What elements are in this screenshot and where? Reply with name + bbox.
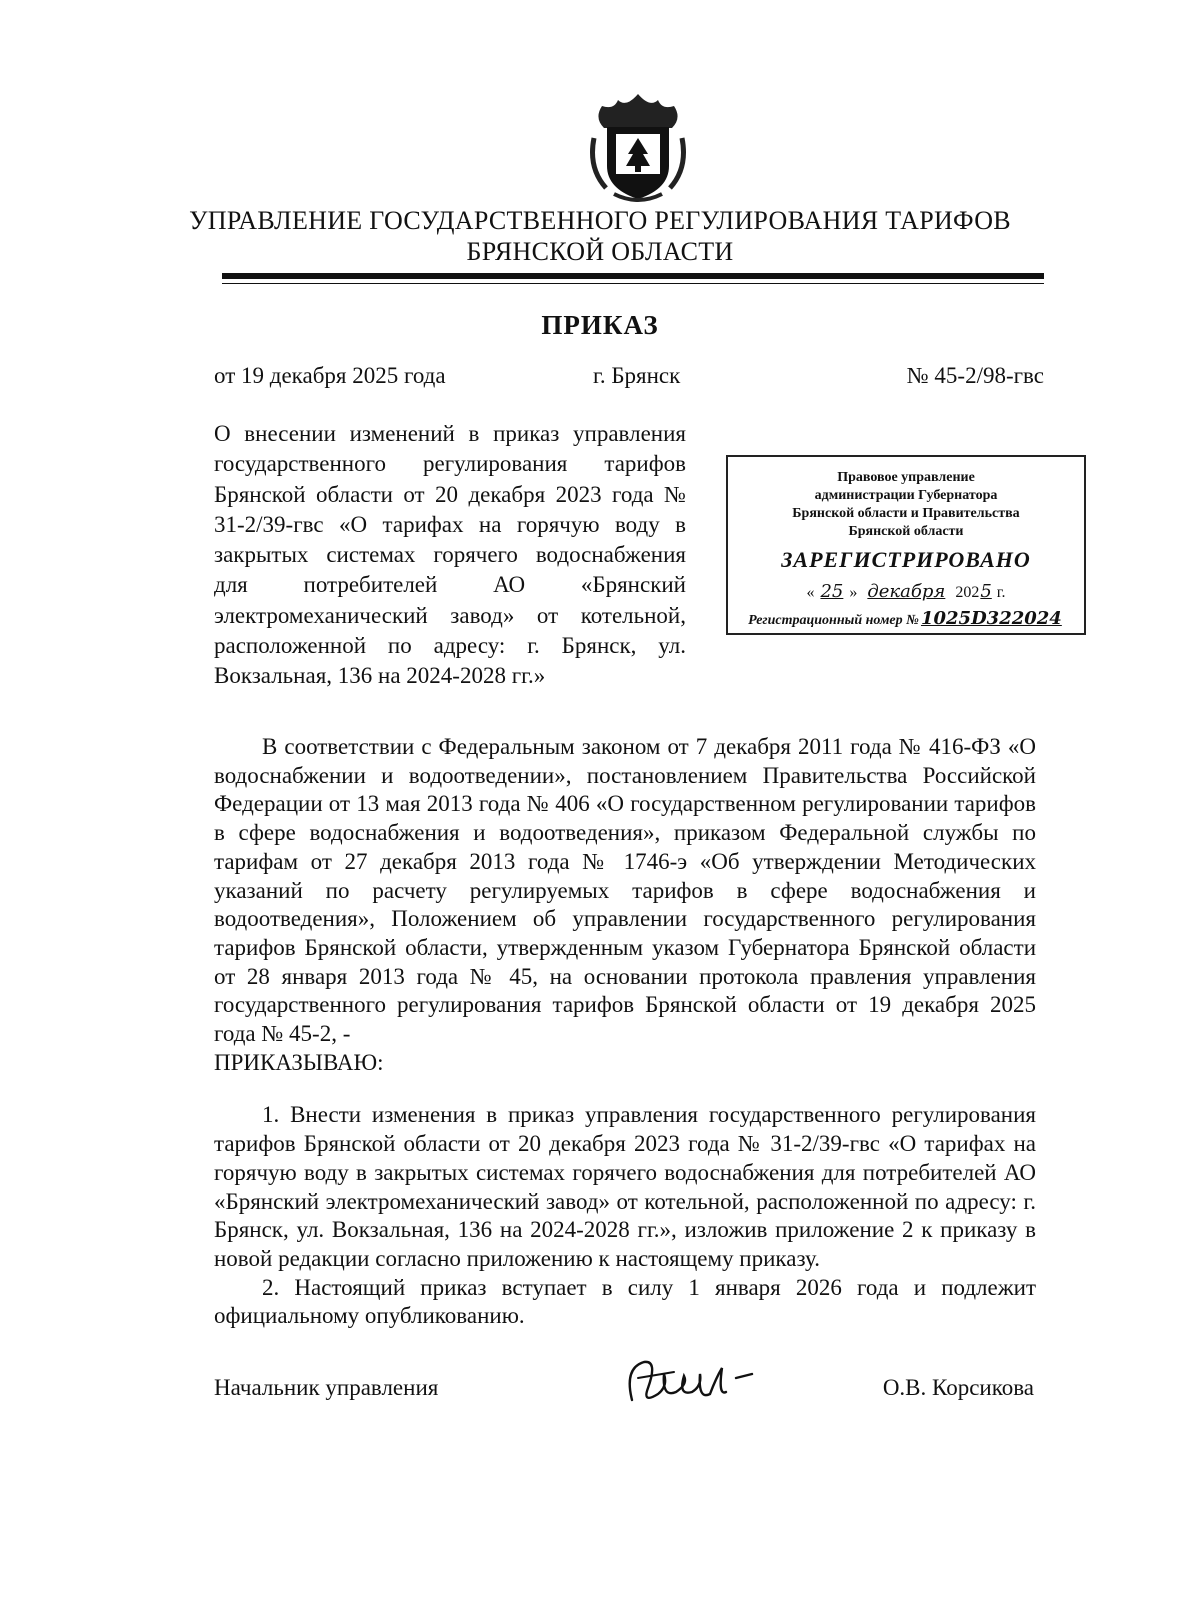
agency-name-line2: БРЯНСКОЙ ОБЛАСТИ (466, 237, 734, 266)
order-item-1: 1. Внести изменения в приказ управления государственного регулирования тарифов Брянской области от 20 декабря 2023 года № 31-2/39-гвс «О тарифах на горячую воду в закрытых системах горячего водоснабжения для потребителей АО «Брянский электромеханический завод» от котельной, расположенной по адресу: г. Брянск, ул. Вокзальная, 136 на 2024-2028 гг.», изложив приложение 2 к приказу в новой редакции согласно приложению к настоящему приказу. (214, 1102, 1036, 1271)
signer-title: Начальник управления (214, 1375, 439, 1400)
registration-stamp (726, 455, 1086, 635)
stamp-year-suffix: 5 (980, 581, 992, 602)
stamp-date: « 25 » декабря 2025 г. (806, 581, 1006, 602)
coat-of-arms-icon (584, 88, 692, 206)
stamp-regnum-value: 1025D322024 (920, 608, 1062, 629)
stamp-day: 25 (820, 581, 844, 602)
header-divider-thin (222, 283, 1044, 284)
stamp-line-1: Правовое управление (837, 470, 975, 485)
stamp-line-3: Брянской области и Правительства (792, 506, 1020, 521)
document-date: от 19 декабря 2025 года (214, 363, 446, 388)
stamp-line-2: администрации Губернатора (814, 488, 998, 503)
stamp-line-4: Брянской области (848, 524, 964, 539)
document-number: № 45-2/98-гвс (906, 363, 1044, 388)
header-divider-thick (222, 273, 1044, 279)
directive-heading: ПРИКАЗЫВАЮ: (214, 1049, 384, 1075)
document-title: ПРИКАЗ (541, 310, 659, 340)
agency-name-line1: УПРАВЛЕНИЕ ГОСУДАРСТВЕННОГО РЕГУЛИРОВАНИЯ ТАРИФОВ (189, 206, 1011, 235)
stamp-year-prefix: 202 (955, 584, 980, 601)
document-city: г. Брянск (593, 363, 681, 388)
agency-header (150, 205, 1050, 267)
order-item-2: 2. Настоящий приказ вступает в силу 1 января 2026 года и подлежит официальному опубликованию. (214, 1274, 1036, 1329)
signer-name: О.В. Корсикова (882, 1375, 1034, 1400)
stamp-month: декабря (867, 581, 946, 602)
stamp-regnum-label: Регистрационный номер № (748, 613, 919, 628)
stamp-year-unit: г. (996, 584, 1006, 601)
preamble-paragraph: В соответствии с Федеральным законом от 7 декабря 2011 года № 416-ФЗ «О водоснабжении и водоотведении», постановлением Правительства Российской Федерации от 13 мая 2013 года № 406 «О государственном регулировании тарифов в сфере водоснабжения и водоотведения», приказом Федеральной службы по тарифам от 27 декабря 2013 года № 1746-э «Об утверждении Методических указаний по расчету регулируемых тарифов в сфере водоснабжения и водоотведения», Положением об управлении государственного регулирования тарифов Брянской области, утвержденным указом Губернатора Брянской области от 28 января 2013 года № 45, на основании протокола правления управления государственного регулирования тарифов Брянской области от 19 декабря 2025 года № 45-2, - (214, 734, 1036, 1047)
stamp-registered: ЗАРЕГИСТРИРОВАНО (781, 547, 1031, 572)
paragraph-spacer (214, 1077, 1036, 1101)
signature-icon (618, 1348, 768, 1418)
stamp-regnum (728, 610, 1084, 630)
document-body (214, 733, 1036, 1331)
document-subject: О внесении изменений в приказ управления государственного регулирования тарифов Брянской области от 20 декабря 2023 года № 31-2/39-гвс «О тарифах на горячую воду в закрытых системах горячего водоснабжения для потребителей АО «Брянский электромеханический завод» от котельной, расположенной по адресу: г. Брянск, ул. Вокзальная, 136 на 2024-2028 гг.» (214, 421, 686, 689)
